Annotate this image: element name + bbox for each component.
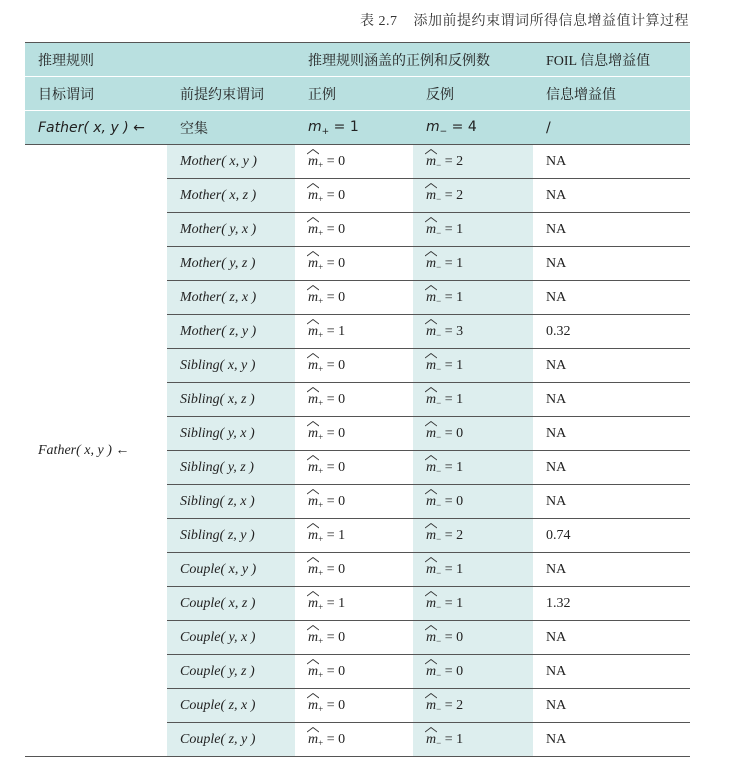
header-positive: 正例: [295, 77, 413, 111]
hat-accent-icon: [307, 455, 319, 461]
negative-count: $m_- = 1$: [413, 281, 533, 315]
gain-value: NA: [533, 281, 690, 315]
hat-accent-icon: [425, 693, 437, 699]
negative-count: $m_- = 1$: [413, 587, 533, 621]
negative-count: $m_- = 0$: [413, 655, 533, 689]
premise-predicate: Sibling( x, z ): [167, 383, 295, 417]
hat-accent-icon: [425, 523, 437, 529]
premise-predicate: Sibling( y, x ): [167, 417, 295, 451]
gain-value: NA: [533, 621, 690, 655]
hat-accent-icon: [307, 319, 319, 325]
gain-value: NA: [533, 247, 690, 281]
table-row: [25, 145, 690, 179]
base-positive: $m_+ = 1$: [295, 111, 413, 145]
hat-accent-icon: [425, 489, 437, 495]
header-negative: 反例: [413, 77, 533, 111]
premise-predicate: Mother( y, x ): [167, 213, 295, 247]
table-body: [25, 145, 690, 757]
gain-value: NA: [546, 731, 567, 747]
hat-accent-icon: [307, 353, 319, 359]
negative-count: $m_- = 1$: [413, 383, 533, 417]
hat-accent-icon: [425, 149, 437, 155]
positive-count: $m_+ = 0$: [295, 349, 413, 383]
hat-accent-icon: [307, 591, 319, 597]
hat-accent-icon: [307, 523, 319, 529]
negative-count: $m_- = 0$: [413, 485, 533, 519]
base-premise: 空集: [167, 111, 295, 145]
positive-count: $m_+ = 1$: [295, 315, 413, 349]
gain-value: NA: [533, 689, 690, 723]
gain-value: NA: [533, 553, 690, 587]
hat-accent-icon: [425, 319, 437, 325]
body-target-predicate: Father( x, y ) ←: [25, 145, 167, 757]
hat-accent-icon: [307, 251, 319, 257]
header-foil-gain: FOIL 信息增益值: [533, 43, 690, 77]
hat-accent-icon: [425, 387, 437, 393]
positive-count: $m_+ = 1$: [295, 519, 413, 553]
gain-value: 0.74: [533, 519, 690, 553]
hat-accent-icon: [425, 421, 437, 427]
header-row-3: [25, 111, 690, 145]
header-target-predicate: 目标谓词: [25, 77, 167, 111]
gain-value: 0.32: [533, 315, 690, 349]
positive-count: $m_+ = 0$: [295, 723, 413, 757]
positive-count: $m_+ = 0$: [295, 383, 413, 417]
negative-count: $m_- = 1$: [413, 247, 533, 281]
positive-count: $m_+ = 0$: [295, 553, 413, 587]
positive-count: $m_+ = 0$: [295, 655, 413, 689]
gain-value: NA: [533, 417, 690, 451]
hat-accent-icon: [307, 557, 319, 563]
header-rule: 推理规则: [25, 43, 295, 77]
table-caption: [360, 10, 689, 30]
positive-count: $m_+ = 0$: [295, 621, 413, 655]
positive-count: $m_+ = 0$: [295, 281, 413, 315]
hat-accent-icon: [307, 183, 319, 189]
negative-count: $m_- = 1$: [413, 451, 533, 485]
premise-predicate: Couple( y, z ): [167, 655, 295, 689]
hat-accent-icon: [307, 285, 319, 291]
negative-count: $m_- = 1$: [413, 723, 533, 757]
premise-predicate: Mother( x, y ): [167, 145, 295, 179]
gain-value: NA: [533, 213, 690, 247]
negative-count: $m_- = 2$: [413, 145, 533, 179]
gain-value: NA: [533, 383, 690, 417]
base-gain: /: [533, 111, 690, 145]
premise-predicate: Sibling( x, y ): [167, 349, 295, 383]
gain-value: NA: [533, 145, 690, 179]
premise-predicate: Sibling( z, x ): [167, 485, 295, 519]
header-gain: 信息增益值: [533, 77, 690, 111]
negative-count: $m_- = 1$: [413, 213, 533, 247]
hat-accent-icon: [425, 557, 437, 563]
gain-value: NA: [533, 179, 690, 213]
positive-count: $m_+ = 0$: [295, 417, 413, 451]
base-target: Father( x, y ) ←: [25, 111, 167, 145]
hat-accent-icon: [307, 693, 319, 699]
negative-count: $m_- = 2$: [413, 689, 533, 723]
negative-count: $m_- = 0$: [413, 621, 533, 655]
premise-predicate: Mother( y, z ): [167, 247, 295, 281]
hat-accent-icon: [307, 625, 319, 631]
header-coverage: 推理规则涵盖的正例和反例数: [295, 43, 533, 77]
negative-count: $m_- = 2$: [413, 179, 533, 213]
hat-accent-icon: [307, 387, 319, 393]
negative-count: $m_- = 1$: [413, 349, 533, 383]
positive-count: $m_+ = 0$: [295, 485, 413, 519]
hat-accent-icon: [425, 727, 437, 733]
premise-predicate: Couple( z, x ): [167, 689, 295, 723]
positive-count: $m_+ = 0$: [295, 213, 413, 247]
table-title: 添加前提约束谓词所得信息增益值计算过程: [413, 13, 689, 29]
positive-count: $m_+ = 1$: [295, 587, 413, 621]
hat-accent-icon: [307, 727, 319, 733]
gain-value: NA: [533, 655, 690, 689]
premise-predicate: Couple( z, y ): [167, 723, 295, 757]
premise-predicate: Mother( z, x ): [167, 281, 295, 315]
hat-accent-icon: [425, 353, 437, 359]
negative-count: $m_- = 0$: [413, 417, 533, 451]
premise-predicate: Couple( x, y ): [167, 553, 295, 587]
hat-accent-icon: [425, 455, 437, 461]
positive-count: $m_+ = 0$: [295, 689, 413, 723]
hat-accent-icon: [307, 659, 319, 665]
positive-count: $m_+ = 0$: [295, 145, 413, 179]
premise-predicate: Mother( x, z ): [167, 179, 295, 213]
hat-accent-icon: [425, 625, 437, 631]
positive-count: $m_+ = 0$: [295, 247, 413, 281]
negative-count: $m_- = 1$: [413, 553, 533, 587]
premise-predicate: Mother( z, y ): [167, 315, 295, 349]
header-row-2: [25, 77, 690, 111]
foil-gain-table: [25, 42, 690, 757]
premise-predicate: Couple( y, x ): [167, 621, 295, 655]
hat-accent-icon: [307, 421, 319, 427]
negative-count: $m_- = 2$: [413, 519, 533, 553]
hat-accent-icon: [307, 149, 319, 155]
gain-value: NA: [533, 451, 690, 485]
hat-accent-icon: [425, 591, 437, 597]
premise-predicate: Couple( x, z ): [167, 587, 295, 621]
hat-accent-icon: [425, 183, 437, 189]
positive-count: $m_+ = 0$: [295, 451, 413, 485]
hat-accent-icon: [425, 251, 437, 257]
hat-accent-icon: [425, 217, 437, 223]
negative-count: $m_- = 3$: [413, 315, 533, 349]
header-premise-predicate: 前提约束谓词: [167, 77, 295, 111]
header-row-1: [25, 43, 690, 77]
premise-predicate: Sibling( z, y ): [167, 519, 295, 553]
gain-value: 1.32: [533, 587, 690, 621]
premise-predicate: Sibling( y, z ): [167, 451, 295, 485]
hat-accent-icon: [425, 285, 437, 291]
positive-count: $m_+ = 0$: [295, 179, 413, 213]
gain-value: NA: [533, 485, 690, 519]
gain-value: NA: [533, 349, 690, 383]
hat-accent-icon: [307, 489, 319, 495]
table-number: 表 2.7: [360, 14, 398, 29]
hat-accent-icon: [425, 659, 437, 665]
base-negative: $m_- = 4$: [413, 111, 533, 145]
hat-accent-icon: [307, 217, 319, 223]
